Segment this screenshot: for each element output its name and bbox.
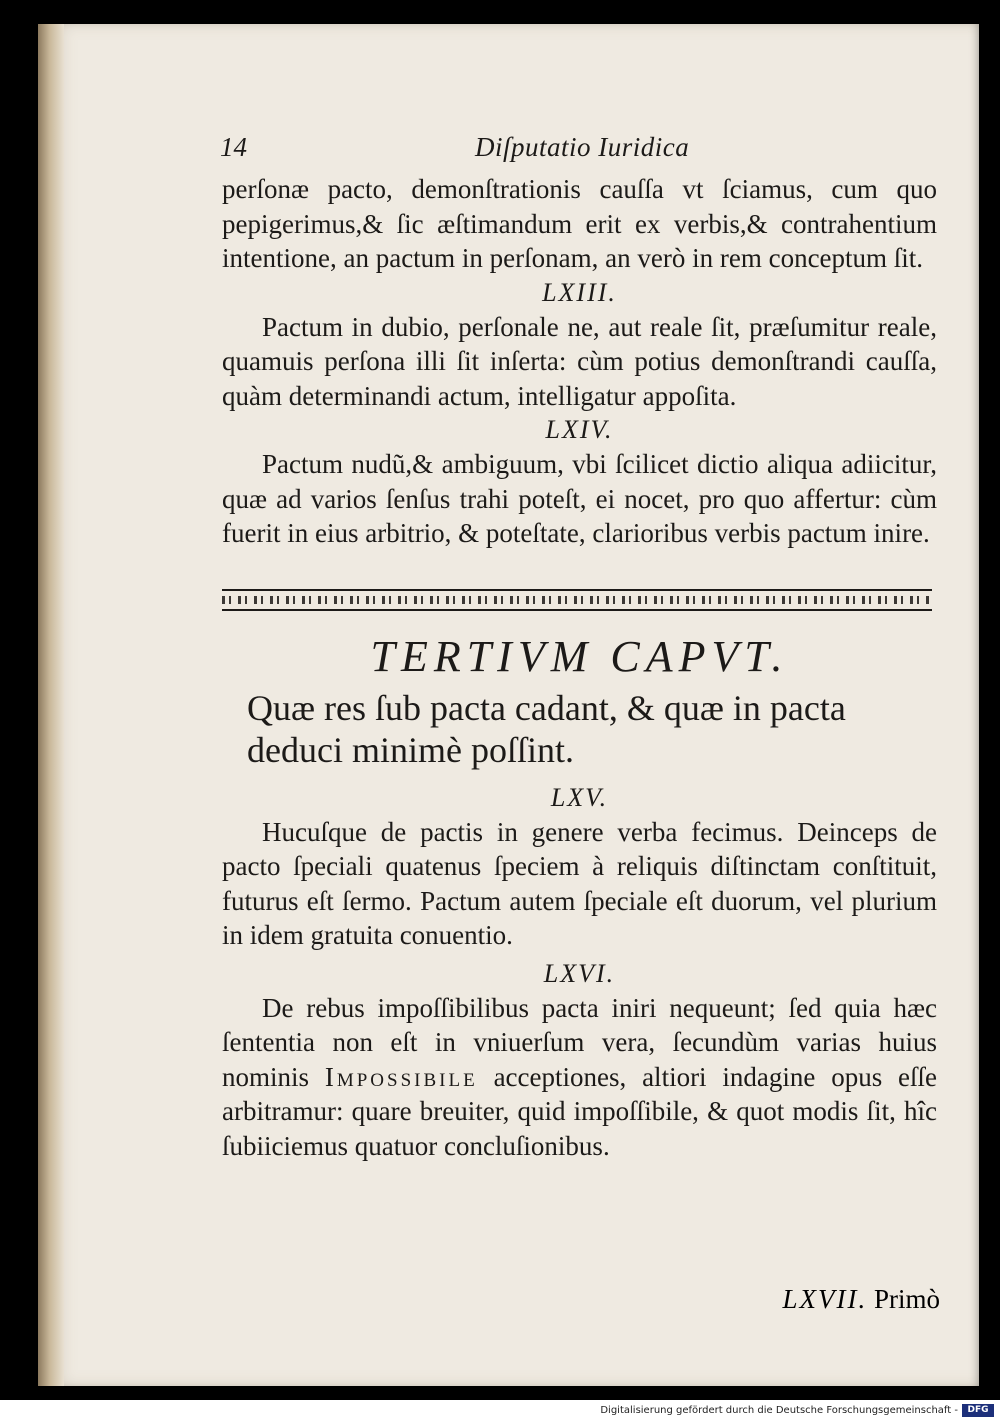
footer-bar	[0, 1400, 1000, 1421]
paragraph-text: Hucuſque de pactis in genere verba fecimus. Deinceps de pacto ſpeciali quatenus ſpeciem à reliquis diſtinctam conſtituit, futurus eſt ſermo. Pactum autem ſpeciale eſt duorum, vel plurium in idem gratuita conuentio.	[222, 816, 937, 950]
paragraph-65	[192, 815, 937, 953]
paragraph-text: Pactum nudũ,& ambiguum, vbi ſcilicet dictio aliqua adiicitur, quæ ad varios ſenſus trahi poteſt, ei nocet, pro quo affertur: cùm fuerit in eius arbitrio, & poteſtate, clarioribus verbis pactum inire.	[222, 449, 937, 548]
footer-credit: Digitalisierung gefördert durch die Deutsche Forschungsgemeinschaft -	[600, 1405, 958, 1416]
rule-bottom	[222, 609, 932, 611]
rule-pattern	[222, 596, 932, 604]
small-caps-term: Impossibile	[324, 1061, 478, 1092]
page-gutter	[38, 24, 64, 1386]
paragraph-63	[192, 310, 937, 414]
paragraph-66	[192, 991, 937, 1164]
paragraph-text	[222, 991, 937, 1164]
chapter-title: TERTIVM CAPVT.	[370, 631, 789, 681]
section-number-64: LXIV.	[545, 415, 614, 444]
paragraph-text: perſonæ pacto, demonſtrationis cauſſa vt ſciamus, cum quo pepigerimus,& ſic æſtimandum erit ex verbis,& contrahentium intentione, an pactum in perſonam, an verò in rem conceptum ſit.	[222, 174, 937, 273]
paragraph-text: Pactum in dubio, perſonale ne, aut reale ſit, præſumitur reale, quamuis perſona illi ſit inſerta: cùm potius demonſtrandi cauſſa, quàm determinandi actum, intelligatur appoſita.	[222, 311, 937, 411]
page-number: 14	[220, 132, 247, 162]
catchword-number: LXVII.	[782, 1284, 868, 1314]
catchword-word: Primò	[873, 1284, 940, 1314]
catchword	[783, 1284, 941, 1315]
paragraph-part: De rebus impoſſibilibus pacta iniri nequeunt; ſed quia hæc ſententia non eſt in vniuerſum vera, ſecundùm varias huius nominis	[222, 992, 937, 1092]
section-number-63: LXIII.	[542, 277, 617, 307]
ornamental-rule	[222, 589, 932, 611]
running-title: Diſputatio Iuridica	[475, 132, 690, 162]
paragraph-continued	[192, 172, 937, 276]
chapter-subtitle: Quæ res ſub pacta cadant, & quæ in pacta deduci minimè poſſint.	[247, 687, 846, 770]
dfg-logo: DFG	[962, 1404, 994, 1417]
text-block	[192, 128, 937, 1163]
section-number-65: LXV.	[550, 782, 609, 812]
paragraph-part: acceptiones, altiori indagine opus eſſe arbitramur: quare breuiter, quid impoſſibile, & quot modis ſit, hîc ſubiiciemus quatuor concluſionibus.	[222, 1061, 938, 1161]
section-number-66: LXVI.	[543, 958, 616, 988]
rule-top	[222, 589, 932, 591]
page-header	[192, 128, 937, 172]
paragraph-64	[192, 447, 937, 551]
